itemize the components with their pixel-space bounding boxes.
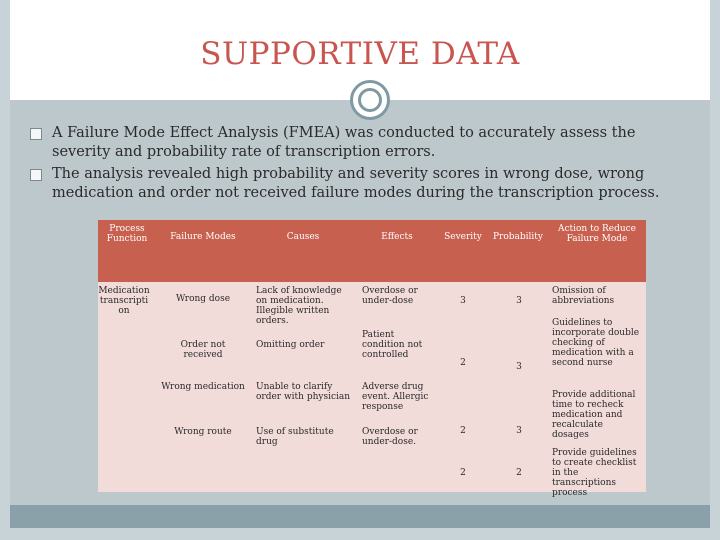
fmea-table (98, 220, 646, 498)
header-action: Action to Reduce Failure Mode (557, 224, 637, 244)
header-severity: Severity (444, 232, 482, 242)
cause-cell: Omitting order (256, 340, 325, 350)
bullet-text: The analysis revealed high probability and severity scores in wrong dose, wrong medication and order not received failure modes during the transcription process. (52, 166, 660, 201)
checkbox-bullet-icon (30, 128, 42, 140)
severity-cell: 2 (460, 358, 466, 368)
severity-cell: 3 (460, 296, 466, 306)
severity-cell: 2 (460, 468, 466, 478)
bullet-item (28, 165, 688, 203)
cause-cell: Lack of knowledge on medication. Illegible written orders. (256, 286, 342, 326)
bullet-list (28, 124, 688, 206)
probability-cell: 3 (516, 426, 522, 436)
effect-cell: Overdose or under-dose (362, 286, 418, 306)
action-cell: Omission of abbreviations (552, 286, 615, 306)
header-causes: Causes (286, 232, 320, 242)
bullet-text: A Failure Mode Effect Analysis (FMEA) was conducted to accurately assess the severity and probability rate of transcription errors. (52, 125, 636, 160)
probability-cell: 2 (516, 468, 522, 478)
header-effects: Effects (381, 232, 413, 242)
effect-cell: Patient condition not controlled (362, 330, 423, 360)
header-probability: Probability (492, 232, 543, 242)
bottom-bar (10, 505, 710, 528)
probability-cell: 3 (516, 362, 522, 372)
failure-mode-cell: Order not received (180, 340, 226, 360)
failure-mode-cell: Wrong route (174, 427, 232, 437)
slide-title: SUPPORTIVE DATA (200, 36, 520, 72)
effect-cell: Overdose or under-dose. (362, 427, 418, 447)
cause-cell: Unable to clarify order with physician (256, 382, 351, 402)
checkbox-bullet-icon (30, 169, 42, 181)
action-cell: Guidelines to incorporate double checking of medication with a second nurse (552, 318, 640, 368)
circle-ornament-icon (350, 80, 390, 120)
failure-mode-cell: Wrong dose (175, 294, 231, 304)
table-body (98, 282, 646, 498)
severity-cell: 2 (460, 426, 466, 436)
header-process-function: Process Function (106, 224, 148, 244)
process-function-cell: Medication transcription (98, 286, 150, 316)
bullet-item (28, 124, 688, 162)
slide (10, 0, 710, 528)
probability-cell: 3 (516, 296, 522, 306)
circle-ornament-inner (358, 88, 382, 112)
table-header (98, 220, 646, 282)
cause-cell: Use of substitute drug (256, 427, 334, 447)
action-cell: Provide guidelines to create checklist in the transcriptions process (552, 448, 637, 498)
failure-mode-cell: Wrong medication (161, 382, 245, 392)
header-failure-modes: Failure Modes (170, 232, 236, 242)
action-cell: Provide additional time to recheck medication and recalculate dosages (552, 390, 636, 440)
title-area (10, 0, 710, 80)
effect-cell: Adverse drug event. Allergic response (362, 382, 429, 412)
